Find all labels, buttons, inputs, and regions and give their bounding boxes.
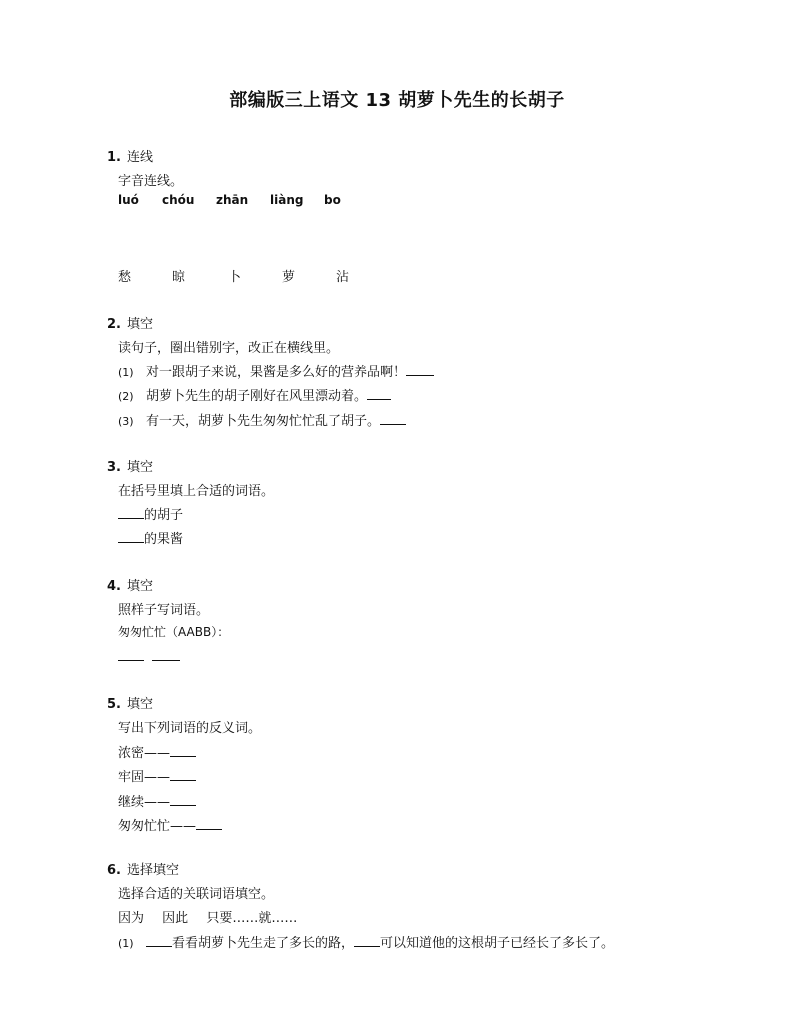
question-3-header: [107, 456, 153, 475]
item-text: 浓密——: [118, 746, 171, 761]
item-text: 继续——: [118, 795, 171, 810]
question-number: 5.: [107, 697, 121, 712]
answer-blank[interactable]: [118, 529, 144, 543]
question-6-header: [107, 859, 179, 878]
question-type: 填空: [126, 697, 153, 712]
answer-blank[interactable]: [380, 411, 406, 425]
question-number: 2.: [107, 317, 121, 332]
answer-blank[interactable]: [118, 647, 144, 661]
answer-blank[interactable]: [118, 505, 144, 519]
question-number: 1.: [107, 150, 121, 165]
question-5-item: [118, 815, 222, 834]
character-item: 愁: [118, 270, 132, 285]
question-2-item: [118, 410, 406, 429]
question-2-instruction: 读句子，圈出错别字，改正在横线里。: [118, 341, 340, 356]
pinyin-item: liàng: [270, 193, 304, 207]
question-4-instruction: 照样子写词语。: [118, 603, 210, 618]
answer-blank[interactable]: [152, 647, 180, 661]
answer-blank[interactable]: [170, 792, 196, 806]
question-6-item: [118, 932, 614, 951]
answer-blank[interactable]: [170, 743, 196, 757]
question-6-instruction: 选择合适的关联词语填空。: [118, 887, 275, 902]
option-item: 因此: [162, 911, 189, 926]
question-5-header: [107, 693, 153, 712]
question-3-item: [118, 528, 183, 547]
question-type: 填空: [126, 460, 153, 475]
question-5-item: [118, 791, 196, 810]
question-4-example: 匆匆忙忙（AABB）：: [118, 625, 230, 639]
question-3-item: [118, 504, 183, 523]
question-2-item: [118, 361, 434, 380]
pinyin-item: chóu: [162, 193, 195, 207]
item-text: 胡萝卜先生的胡子刚好在风里漂动着。: [146, 389, 368, 404]
question-number: 3.: [107, 460, 121, 475]
item-text: 匆匆忙忙——: [118, 819, 197, 834]
item-text: 的胡子: [144, 508, 184, 523]
item-text: 牢固——: [118, 770, 171, 785]
answer-blank[interactable]: [406, 362, 434, 376]
question-type: 连线: [126, 150, 153, 165]
item-text: 可以知道他的这根胡子已经长了多长了。: [380, 936, 615, 951]
answer-blank[interactable]: [196, 816, 222, 830]
question-number: 6.: [107, 863, 121, 878]
option-item: 因为: [118, 911, 145, 926]
item-index: (3): [118, 415, 134, 428]
item-index: (2): [118, 390, 134, 403]
pinyin-item: zhān: [216, 193, 249, 207]
pinyin-item: bo: [324, 193, 341, 207]
question-1-header: [107, 146, 153, 165]
question-5-item: [118, 742, 196, 761]
question-number: 4.: [107, 579, 121, 594]
question-type: 选择填空: [126, 863, 179, 878]
item-text: 对一跟胡子来说，果酱是多么好的营养品啊！: [146, 365, 407, 380]
question-2-item: [118, 385, 391, 404]
answer-blank[interactable]: [146, 933, 172, 947]
answer-blank[interactable]: [170, 767, 196, 781]
page-title: 部编版三上语文 13 胡萝卜先生的长胡子: [229, 90, 565, 111]
item-text: 有一天，胡萝卜先生匆匆忙忙乱了胡子。: [146, 414, 381, 429]
question-2-header: [107, 313, 153, 332]
item-index: (1): [118, 366, 134, 379]
question-type: 填空: [126, 579, 153, 594]
question-3-instruction: 在括号里填上合适的词语。: [118, 484, 275, 499]
answer-blank[interactable]: [367, 386, 391, 400]
character-item: 晾: [172, 270, 186, 285]
character-item: 萝: [282, 270, 296, 285]
option-item: 只要……就……: [206, 911, 298, 926]
answer-blank[interactable]: [354, 933, 380, 947]
item-text: 的果酱: [144, 532, 184, 547]
character-item: 卜: [228, 270, 242, 285]
connective-options: [118, 907, 311, 926]
question-5-item: [118, 766, 196, 785]
item-index: (1): [118, 937, 134, 950]
character-item: 沾: [336, 270, 350, 285]
question-1-instruction: 字音连线。: [118, 174, 184, 189]
item-text: 看看胡萝卜先生走了多长的路，: [172, 936, 355, 951]
question-type: 填空: [126, 317, 153, 332]
pinyin-item: luó: [118, 193, 139, 207]
question-5-instruction: 写出下列词语的反义词。: [118, 721, 262, 736]
question-4-answers: [118, 647, 180, 665]
question-4-header: [107, 575, 153, 594]
